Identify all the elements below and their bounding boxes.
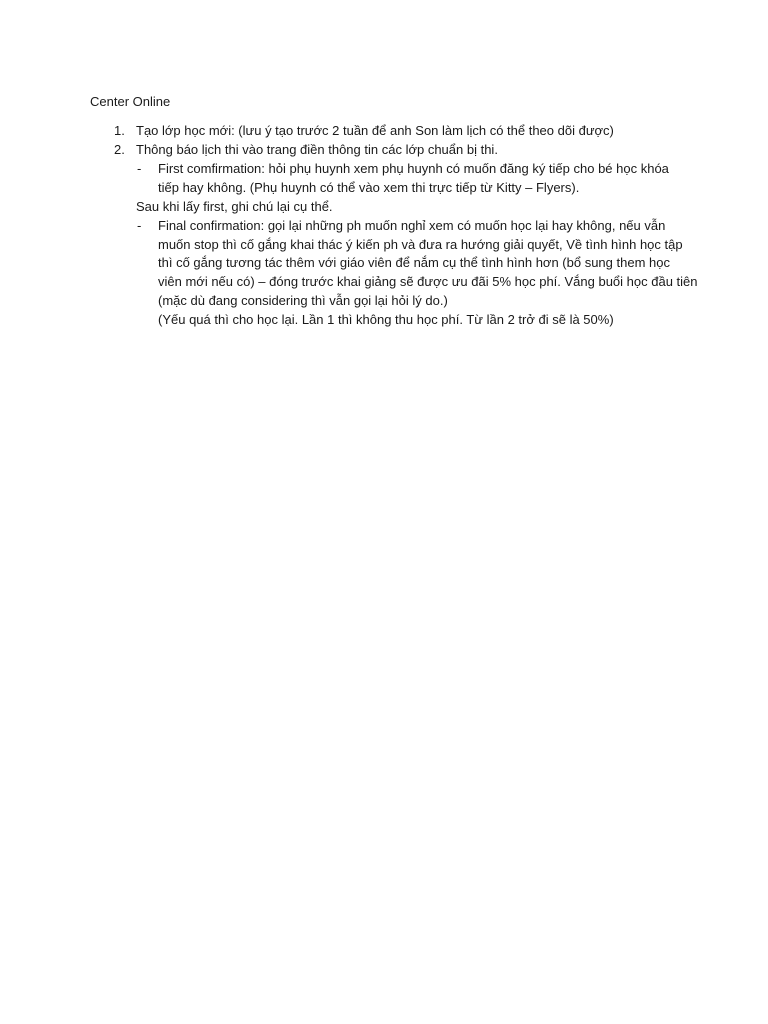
bullet-dash: - <box>137 218 142 233</box>
document-title: Center Online <box>90 94 171 109</box>
first-confirmation-line: First comfirmation: hỏi phụ huynh xem phụ huynh có muốn đăng ký tiếp cho bé học khóa <box>158 161 669 176</box>
bullet-dash: - <box>137 161 142 176</box>
final-confirmation-line: Final confirmation: gọi lại những ph muốn nghỉ xem có muốn học lại hay không, nếu vẫn <box>158 218 666 233</box>
final-confirmation-line: (Yếu quá thì cho học lại. Lần 1 thì không thu học phí. Từ lần 2 trở đi sẽ là 50%) <box>158 312 614 327</box>
first-confirmation-line: tiếp hay không. (Phụ huynh có thể vào xem thi trực tiếp từ Kitty – Flyers). <box>158 180 580 195</box>
final-confirmation-line: thì cố gắng tương tác thêm với giáo viên để nắm cụ thể tình hình hơn (bổ sung them học <box>158 255 670 270</box>
list-item-text: Thông báo lịch thi vào trang điền thông tin các lớp chuẩn bị thi. <box>136 142 498 157</box>
final-confirmation-line: muốn stop thì cố gắng khai thác ý kiến ph và đưa ra hướng giải quyết, Về tình hình học tập <box>158 237 683 252</box>
final-confirmation-line: viên mới nếu có) – đóng trước khai giảng sẽ được ưu đãi 5% học phí. Vắng buổi học đầu tiên <box>158 274 698 289</box>
final-confirmation-line: (mặc dù đang considering thì vẫn gọi lại hỏi lý do.) <box>158 293 448 308</box>
list-item-number: 1. <box>114 123 125 138</box>
list-item-number: 2. <box>114 142 125 157</box>
after-first-note: Sau khi lấy first, ghi chú lại cụ thể. <box>136 199 333 214</box>
list-item-text: Tạo lớp học mới: (lưu ý tạo trước 2 tuần để anh Son làm lịch có thể theo dõi được) <box>136 123 614 138</box>
